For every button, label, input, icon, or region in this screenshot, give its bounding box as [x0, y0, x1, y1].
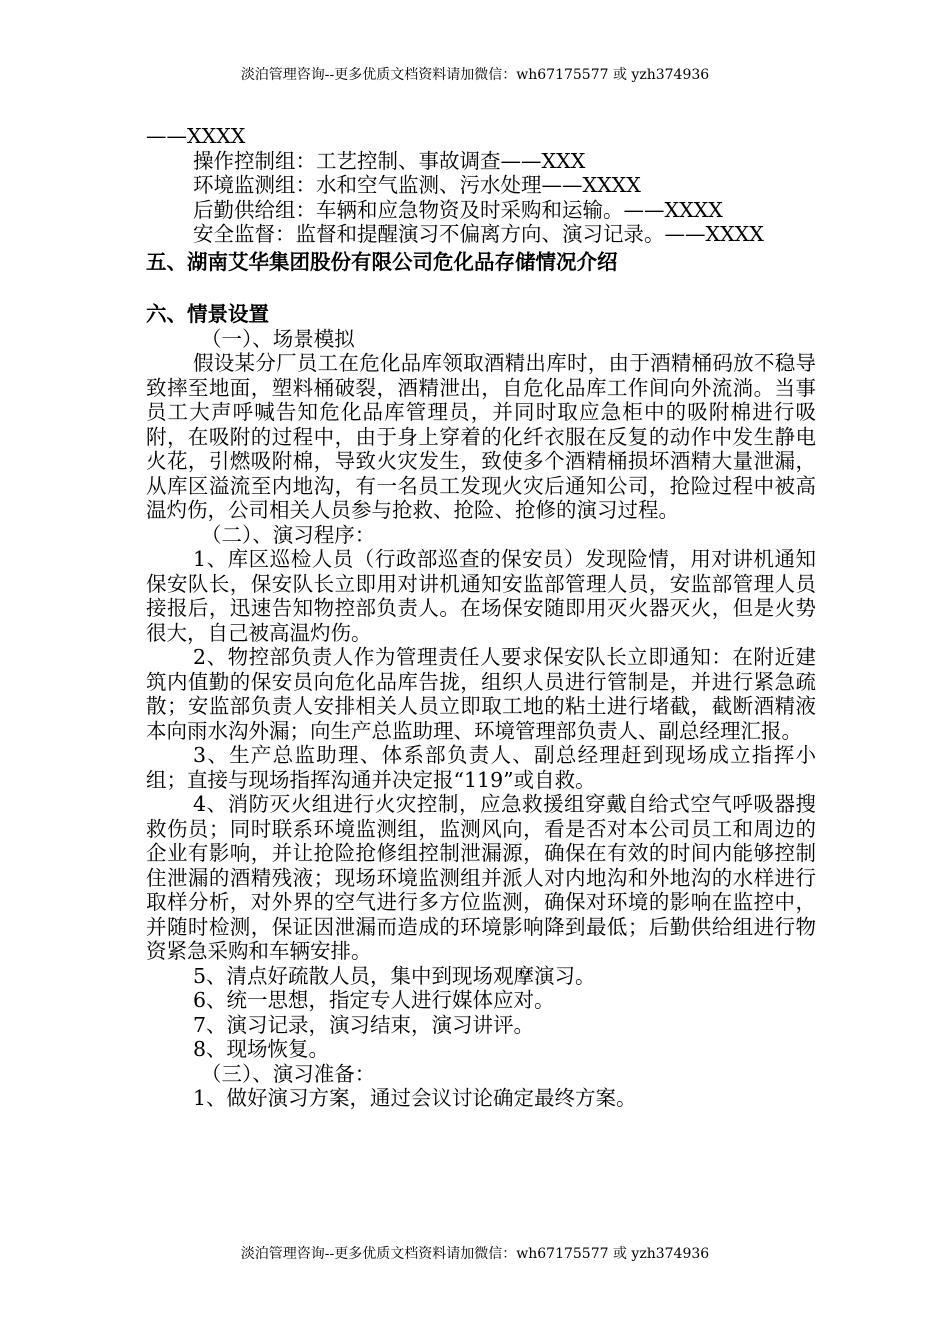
line-top: ——XXXX: [146, 124, 246, 148]
scenario-paragraph: 假设某分厂员工在危化品库领取酒精出库时，由于酒精桶码放不稳导致摔至地面，塑料桶破裂，酒精泄出，自危化品库工作间向外流淌。当事员工大声呼喊告知危化品库管理员，并同时取应急柜中的吸附棉进行吸附，在吸附的过程中，由于身上穿着的化纤衣服在反复的动作中发生静电火花，引燃吸附棉，导致火灾发生，致使多个酒精桶损坏酒精大量泄漏，从库区溢流至内地沟，有一名员工发现火灾后通知公司，抢险过程中被高温灼伤，公司相关人员参与抢救、抢险、抢修的演习过程。: [146, 351, 816, 522]
line-logistics: 后勤供给组：车辆和应急物资及时采购和运输。——XXXX: [193, 197, 723, 222]
section-6-heading: 六、情景设置: [146, 301, 269, 326]
procedure-step-1: 1、库区巡检人员（行政部巡查的保安员）发现险情，用对讲机通知保安队长，保安队长立即用对讲机通知安监部管理人员，安监部管理人员接报后，迅速告知物控部负责人。在场保安随即用灭火器灭火，但是火势很大，自己被高温灼伤。: [146, 547, 816, 645]
procedure-step-4: 4、消防灭火组进行火灾控制，应急救援组穿戴自给式空气呼吸器搜救伤员；同时联系环境监测组，监测风向，看是否对本公司员工和周边的企业有影响，并让抢险抢修组控制泄漏源，确保在有效的时间内能够控制住泄漏的酒精残液；现场环境监测组并派人对内地沟和外地沟的水样进行取样分析，对外界的空气进行多方位监测，确保对环境的影响在监控中，并随时检测，保证因泄漏而造成的环境影响降到最低；后勤供给组进行物资紧急采购和车辆安排。: [146, 792, 816, 963]
procedure-step-5: 5、清点好疏散人员，集中到现场观摩演习。: [193, 963, 596, 988]
procedure-step-3: 3、生产总监助理、体系部负责人、副总经理赶到现场成立指挥小组；直接与现场指挥沟通并决定报“119”或自救。: [146, 743, 816, 792]
procedure-step-7: 7、演习记录，演习结束，演习讲评。: [193, 1012, 535, 1037]
section-5-heading: 五、湖南艾华集团股份有限公司危化品存储情况介绍: [146, 249, 618, 274]
preparation-step-1: 1、做好演习方案，通过会议讨论确定最终方案。: [193, 1086, 637, 1110]
line-env-monitor: 环境监测组：水和空气监测、污水处理——XXXX: [193, 173, 641, 197]
page-footer: 淡泊管理咨询--更多优质文档资料请加微信：wh67175577 或 yzh374936: [240, 1246, 710, 1262]
subsection-1-title: （一）、场景模拟: [201, 326, 355, 351]
line-safety: 安全监督：监督和提醒演习不偏离方向、演习记录。——XXXX: [193, 222, 764, 246]
subsection-2-title: （二）、演习程序：: [201, 522, 376, 547]
document-body: [146, 124, 816, 1111]
page-header: 淡泊管理咨询--更多优质文档资料请加微信：wh67175577 或 yzh374936: [240, 67, 710, 83]
subsection-3-title: （三）、演习准备：: [201, 1061, 376, 1086]
line-op-control: 操作控制组：工艺控制、事故调查——XXX: [193, 148, 586, 173]
procedure-step-6: 6、统一思想，指定专人进行媒体应对。: [193, 988, 555, 1012]
procedure-step-2: 2、物控部负责人作为管理责任人要求保安队长立即通知：在附近建筑内值勤的保安员向危化品库告拢，组织人员进行管制是，并进行紧急疏散；安监部负责人安排相关人员立即取工地的粘土进行堵截，截断酒精液本向雨水沟外漏；向生产总监助理、环境管理部负责人、副总经理汇报。: [146, 645, 816, 743]
procedure-step-8: 8、现场恢复。: [193, 1037, 330, 1061]
